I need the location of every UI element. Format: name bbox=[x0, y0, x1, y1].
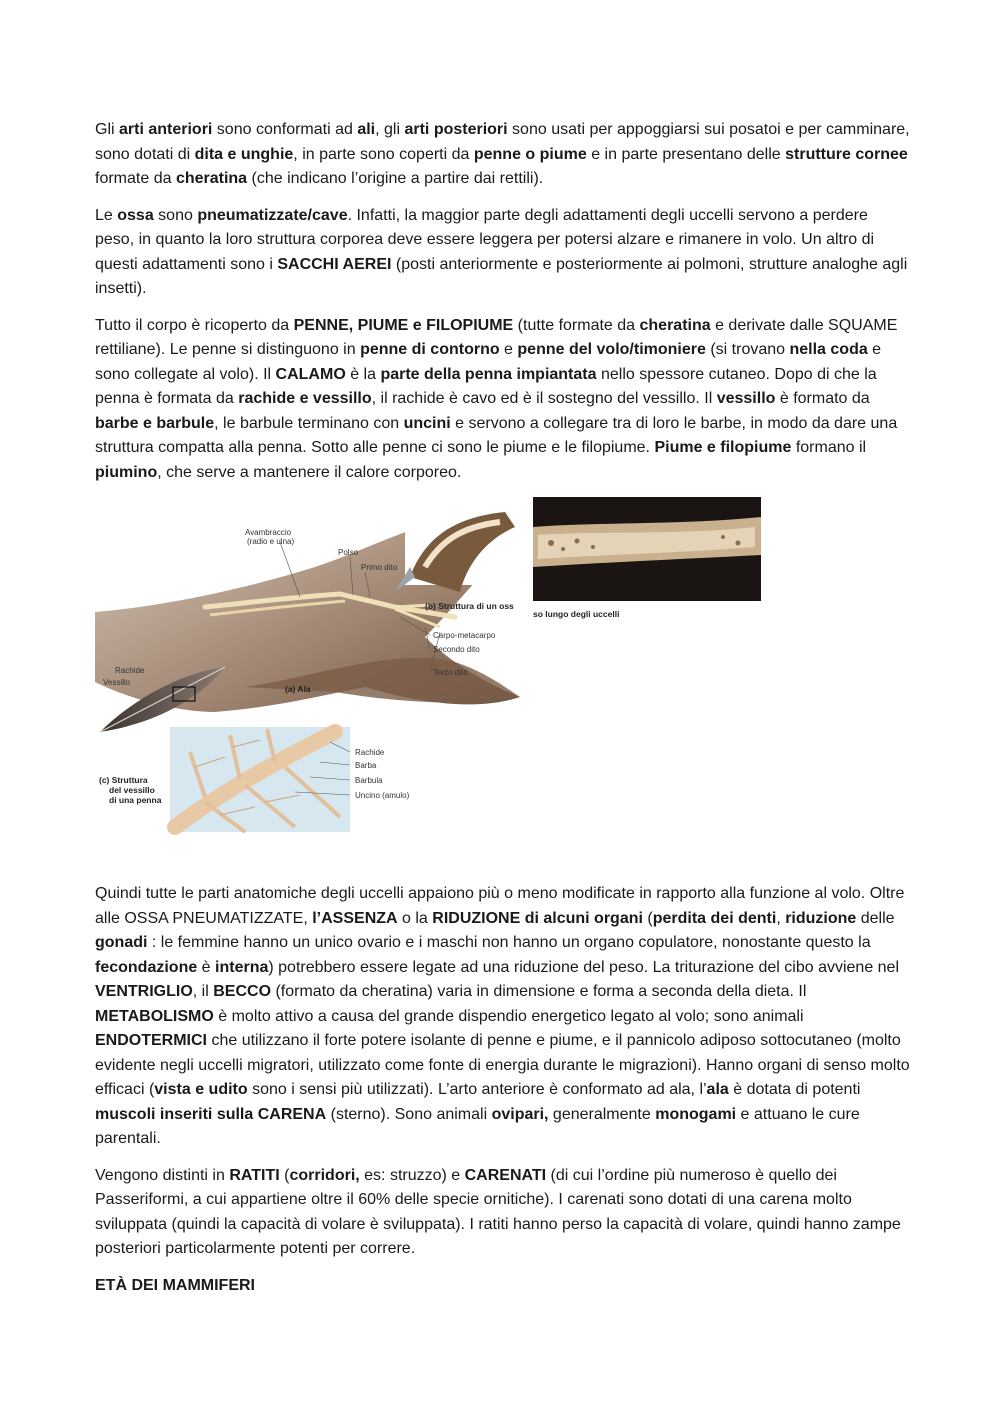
text-run: (che indicano l’origine a partire dai rettili). bbox=[247, 170, 544, 187]
wing-anatomy-figure bbox=[95, 497, 765, 842]
bold-run: VENTRIGLIO bbox=[95, 983, 193, 1000]
text-run: , il rachide è cavo ed è il sostegno del vessillo. Il bbox=[371, 390, 717, 407]
bold-run: corridori, bbox=[289, 1166, 360, 1184]
paragraph-ratites bbox=[95, 1164, 910, 1262]
label-c-line2: del vessillo bbox=[109, 785, 155, 795]
bold-run: CARENATI bbox=[464, 1166, 547, 1184]
text-run: . Infatti, la maggior parte degli adattamenti degli uccelli servono a perdere peso, in quanto la loro struttura corporea deve essere leggera per potersi alzare e rimanere in volo. Un altro di questi adattamenti sono i bbox=[95, 206, 875, 273]
bold-run: strutture cornee bbox=[785, 145, 908, 163]
text-run: è dotata di potenti bbox=[728, 1081, 861, 1098]
bold-run: RIDUZIONE di alcuni organi bbox=[432, 909, 643, 927]
bold-run: nella coda bbox=[789, 341, 868, 358]
bold-run: uncini bbox=[403, 414, 451, 432]
text-run: e sono collegate al volo). Il bbox=[95, 341, 882, 383]
label-avambraccio: Avambraccio bbox=[245, 528, 292, 537]
bone-photo bbox=[533, 497, 761, 625]
text-run: è la bbox=[345, 365, 381, 383]
bold-run: RATITI bbox=[229, 1166, 280, 1184]
bold-run: SACCHI AEREI bbox=[277, 255, 392, 273]
bold-run: pneumatizzate/cave bbox=[197, 206, 348, 224]
text-run: sono i sensi più utilizzati). L’arto anteriore è conformato ad ala, l’ bbox=[247, 1081, 707, 1098]
label-ala: (a) Ala bbox=[285, 684, 311, 694]
label-polso: Polso bbox=[338, 548, 359, 557]
text-run: (sterno). Sono animali bbox=[326, 1105, 492, 1123]
label-uncino: Uncino (amulo) bbox=[355, 791, 410, 800]
text-run: sono usati per appoggiarsi sui posatoi e per camminare, sono dotati di bbox=[95, 121, 910, 163]
bold-run: Piume e filopiume bbox=[654, 439, 792, 456]
bold-run: l’ASSENZA bbox=[312, 909, 398, 927]
bold-run: ala bbox=[706, 1081, 729, 1098]
bold-run: ossa bbox=[117, 206, 154, 224]
bold-run: dita e unghie bbox=[194, 145, 294, 163]
text-run: è formato da bbox=[775, 390, 870, 407]
document-page bbox=[95, 118, 910, 1310]
text-run: Quindi tutte le parti anatomiche degli uccelli appaiono più o meno modificate in rapporto alla funzione al volo. Oltre alle OSSA PNEUMATIZZATE, bbox=[95, 885, 905, 927]
bold-run: parte della penna impiantata bbox=[380, 365, 597, 383]
bold-run: PENNE, PIUME e FILOPIUME bbox=[293, 316, 514, 334]
bold-run: gonadi bbox=[95, 934, 148, 951]
bold-run: METABOLISMO bbox=[95, 1007, 214, 1025]
text-run: sono conformati ad bbox=[212, 121, 358, 138]
text-run: , che serve a mantenere il calore corporeo. bbox=[157, 463, 462, 481]
label-barba: Barba bbox=[355, 761, 377, 770]
label-carpo: Carpo-metacarpo bbox=[433, 631, 496, 640]
text-run: ( bbox=[642, 909, 653, 927]
bold-run: penne del volo/timoniere bbox=[517, 341, 706, 358]
text-run: es: struzzo) e bbox=[359, 1166, 465, 1184]
bold-run: CALAMO bbox=[275, 365, 346, 383]
wing-diagram bbox=[95, 497, 520, 837]
label-rachide: Rachide bbox=[115, 666, 145, 675]
text-run: e derivate dalle SQUAME rettiliane). Le penne si distinguono in bbox=[95, 316, 898, 358]
text-run: ) potrebbero essere legate ad una riduzione del peso. La triturazione del cibo avviene nel bbox=[268, 958, 900, 976]
text-run: (tutte formate da bbox=[513, 316, 640, 334]
text-run: (si trovano bbox=[705, 341, 790, 358]
bold-run: vista e udito bbox=[154, 1081, 248, 1098]
text-run: Gli bbox=[95, 121, 119, 138]
bold-run: cheratina bbox=[175, 170, 248, 187]
text-run: Le bbox=[95, 206, 118, 224]
text-run: sono bbox=[153, 206, 198, 224]
bold-run: riduzione bbox=[785, 909, 857, 927]
paragraph-bones bbox=[95, 204, 910, 302]
text-run: , bbox=[776, 909, 786, 927]
text-run: nello spessore cutaneo. Dopo di che la penna è formata da bbox=[95, 365, 877, 407]
text-run: : le femmine hanno un unico ovario e i maschi non hanno un organo copulatore, nonostante questo la bbox=[147, 934, 871, 951]
label-barbula: Barbula bbox=[355, 776, 383, 785]
bold-run: penne di contorno bbox=[360, 341, 500, 358]
bold-run: ovipari, bbox=[491, 1105, 549, 1123]
bold-run: ali bbox=[357, 121, 376, 138]
bold-run: barbe e barbule bbox=[95, 414, 215, 432]
bold-run: vessillo bbox=[716, 390, 776, 407]
text-run: formano il bbox=[791, 439, 867, 456]
label-terzo-dito: Terzo dito bbox=[433, 668, 468, 677]
bold-run: muscoli inseriti sulla CARENA bbox=[95, 1105, 327, 1123]
bold-run: interna bbox=[215, 958, 269, 976]
label-avambraccio-sub: (radio e ulna) bbox=[247, 537, 295, 546]
section-heading: ETÀ DEI MAMMIFERI bbox=[95, 1276, 255, 1294]
text-run: e attuano le cure parentali. bbox=[95, 1105, 860, 1147]
bold-run: perdita dei denti bbox=[652, 909, 777, 927]
bold-run: monogami bbox=[655, 1105, 737, 1123]
text-run: o la bbox=[397, 909, 433, 927]
text-run: generalmente bbox=[548, 1105, 656, 1123]
text-run: (posti anteriormente e posteriormente ai polmoni, strutture analoghe agli insetti). bbox=[95, 255, 908, 297]
bold-run: fecondazione bbox=[95, 958, 198, 976]
bold-run: BECCO bbox=[213, 983, 272, 1000]
text-run: è molto attivo a causa del grande dispendio energetico legato al volo; sono animali bbox=[213, 1007, 804, 1025]
label-c-line1: (c) Struttura bbox=[99, 775, 148, 785]
paragraph-feathers bbox=[95, 314, 910, 486]
text-run: formate da bbox=[95, 170, 176, 187]
bold-run: arti anteriori bbox=[119, 121, 213, 138]
bold-run: rachide e vessillo bbox=[238, 390, 372, 407]
text-run: ( bbox=[279, 1166, 290, 1184]
label-rachide-detail: Rachide bbox=[355, 748, 385, 757]
text-run: , le barbule terminano con bbox=[214, 414, 404, 432]
text-run: che utilizzano il forte potere isolante di penne e piume, e il pannicolo adiposo sottocutaneo (molto evidente negli uccelli migratori, utilizzato come fonte di energia durante le migrazioni). Hanno organi di senso molto efficaci ( bbox=[95, 1032, 910, 1098]
label-vessillo: Vessillo bbox=[103, 678, 131, 687]
label-osso-lungo: so lungo degli uccelli bbox=[533, 609, 620, 619]
label-primo-dito: Primo dito bbox=[361, 563, 398, 572]
label-c-line3: di una penna bbox=[109, 795, 162, 805]
bold-run: arti posteriori bbox=[404, 121, 508, 138]
text-run: , in parte sono coperti da bbox=[293, 145, 474, 163]
text-run: e bbox=[499, 341, 518, 358]
text-run: Vengono distinti in bbox=[95, 1166, 230, 1184]
text-run: (di cui l’ordine più numeroso è quello dei Passeriformi, a cui appartiene oltre il 60% delle specie ornitiche). I carenati sono dotati di una carena molto sviluppata (quindi la capacità di volare è sviluppata). I ratiti hanno perso la capacità di volare, quindi hanno zampe posteriori particolarmente potenti per correre. bbox=[95, 1166, 901, 1257]
paragraph-adaptations bbox=[95, 882, 910, 1152]
text-run: e in parte presentano delle bbox=[586, 145, 786, 163]
label-struttura-osso: (b) Struttura di un oss bbox=[425, 601, 514, 611]
text-run: (formato da cheratina) varia in dimensione e forma a seconda della dieta. Il bbox=[271, 983, 807, 1000]
label-secondo-dito: Secondo dito bbox=[433, 645, 480, 654]
text-run: è bbox=[197, 958, 216, 976]
bold-run: penne o piume bbox=[473, 145, 587, 163]
bold-run: piumino bbox=[95, 463, 158, 481]
text-run: , il bbox=[192, 983, 214, 1000]
text-run: e servono a collegare tra di loro le barbe, in modo da dare una struttura compatta alla penna. Sotto alle penne ci sono le piume e le filopiume. bbox=[95, 414, 898, 456]
text-run: delle bbox=[856, 909, 895, 927]
text-run: Tutto il corpo è ricoperto da bbox=[95, 316, 294, 334]
paragraph-limbs bbox=[95, 118, 910, 192]
text-run: , gli bbox=[375, 121, 405, 138]
bold-run: ENDOTERMICI bbox=[95, 1032, 207, 1049]
bold-run: cheratina bbox=[639, 316, 711, 334]
